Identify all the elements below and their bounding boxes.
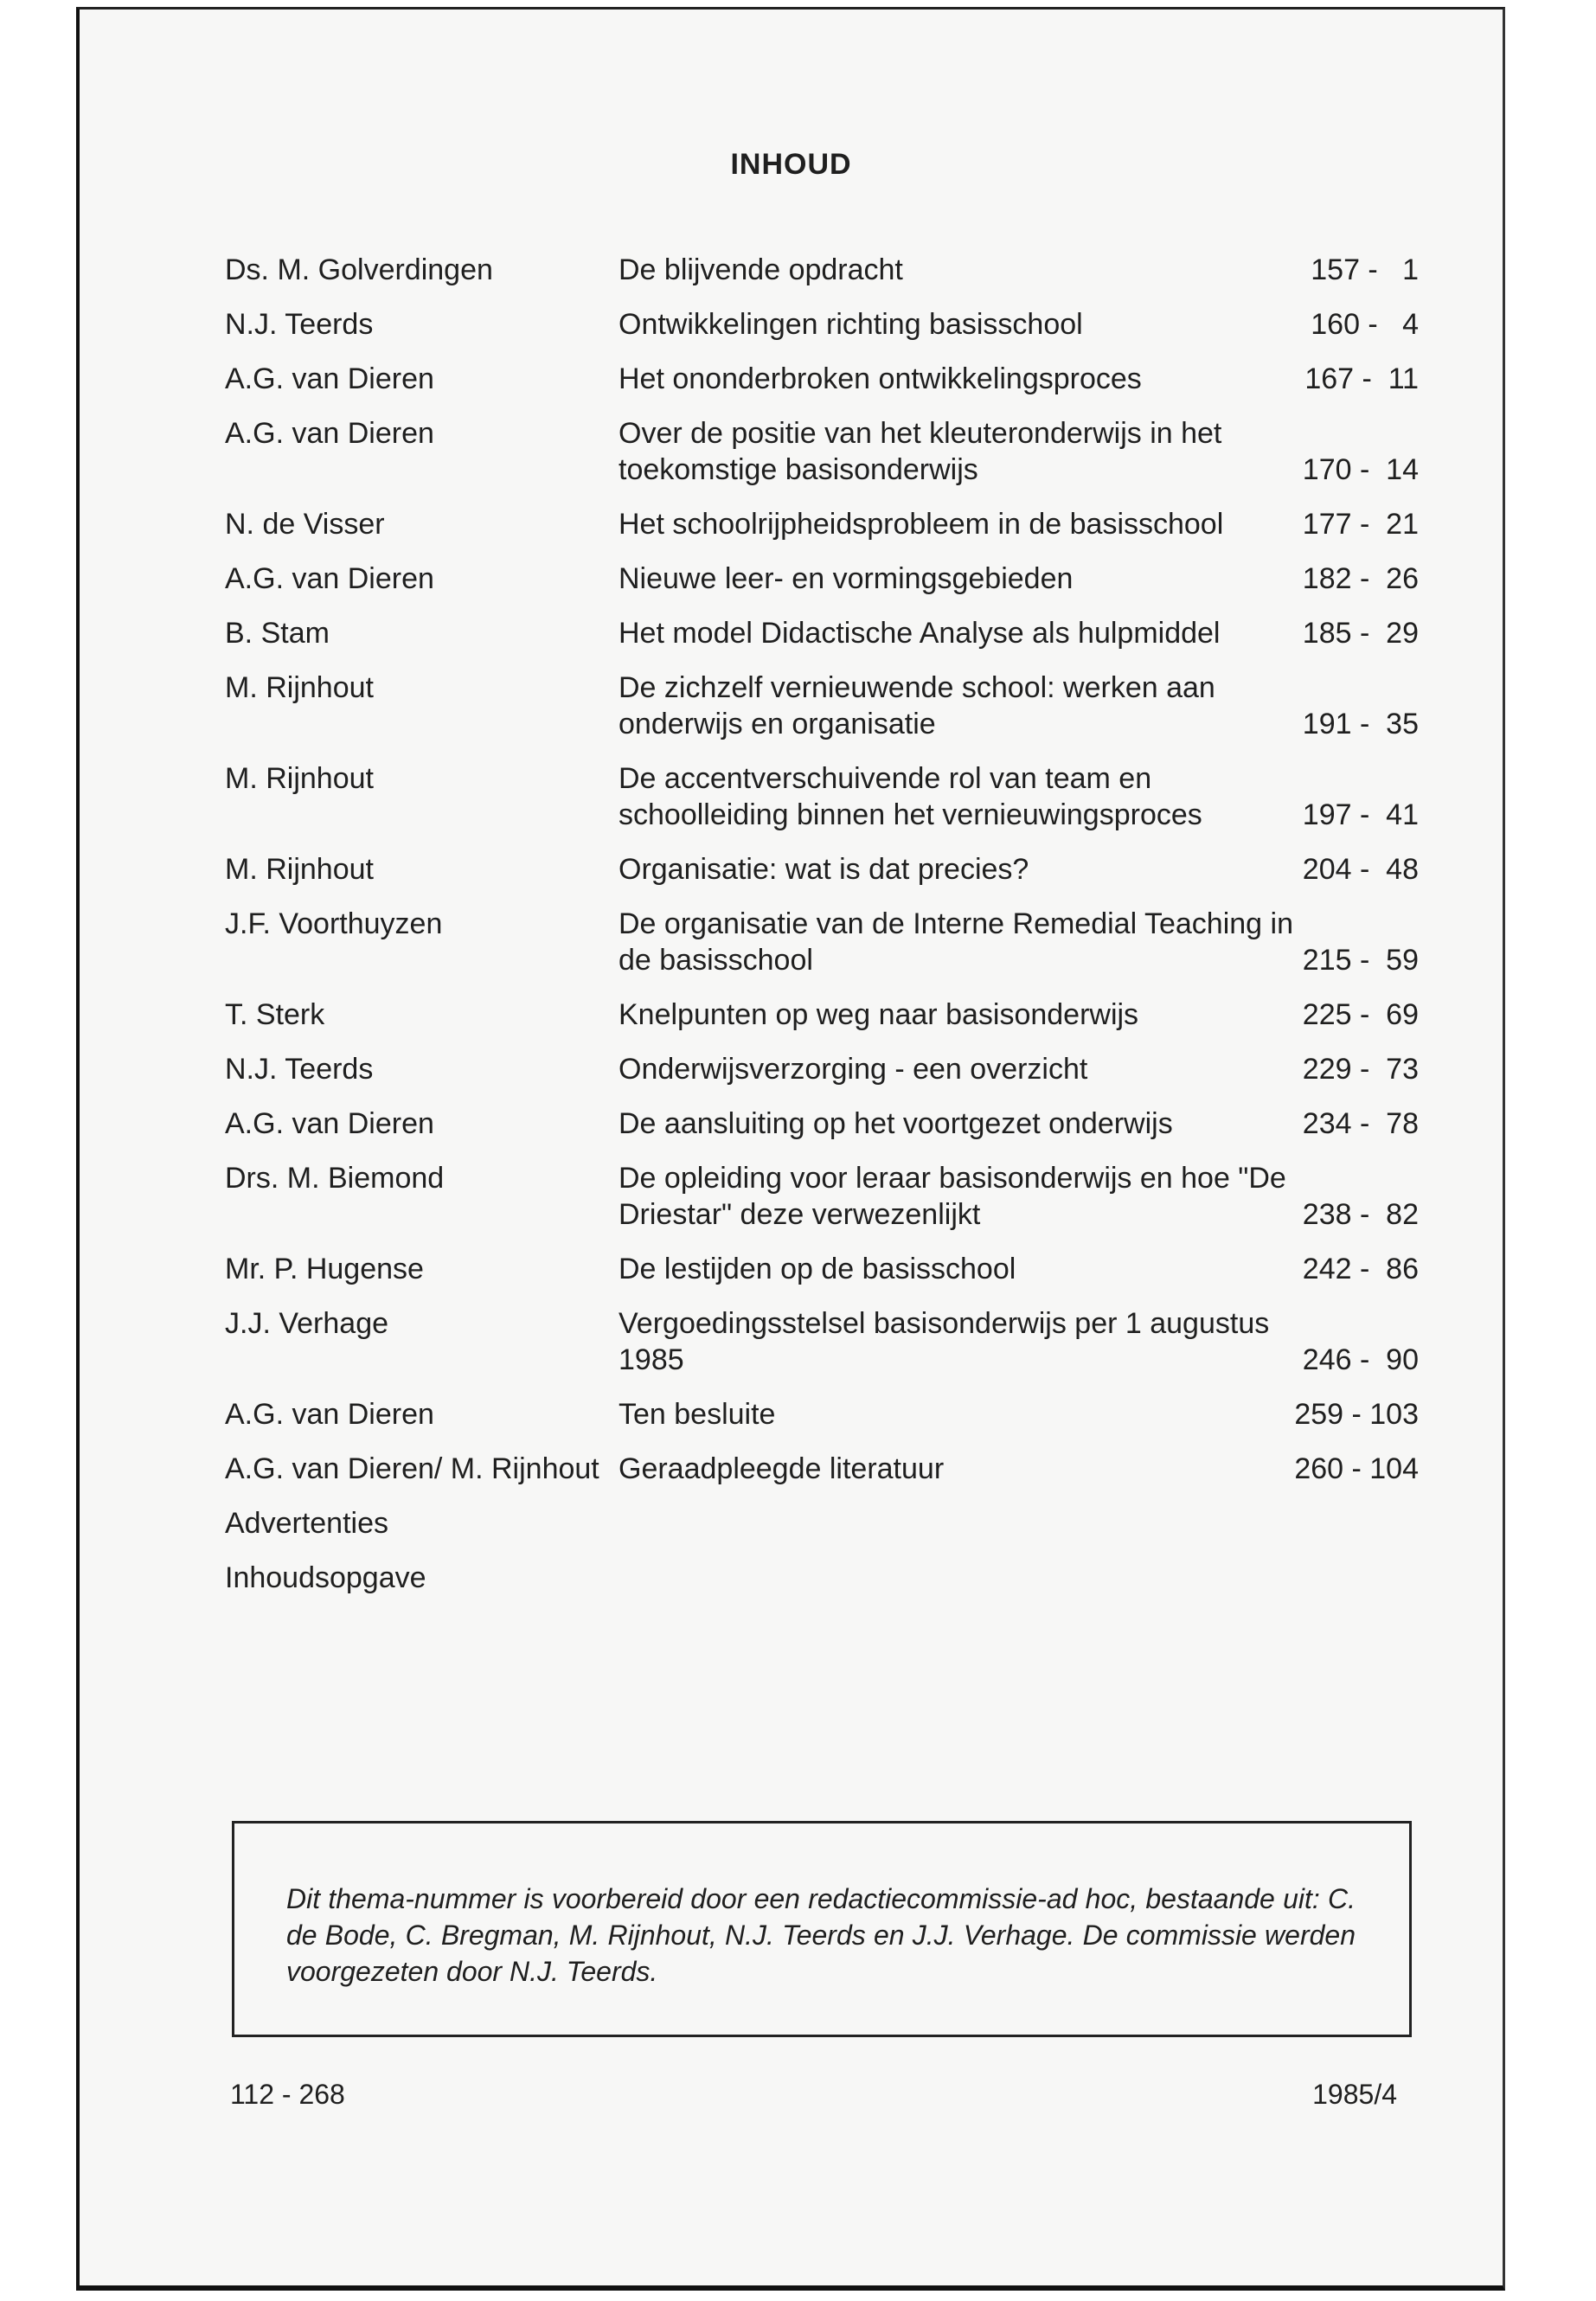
toc-author: A.G. van Dieren/ M. Rijnhout	[225, 1452, 599, 1485]
toc-pages: 167 - 11	[1304, 362, 1419, 395]
toc-title: De zichzelf vernieuwende school: werken aan onderwijs en organisatie	[619, 671, 1215, 740]
toc-author: M. Rijnhout	[225, 762, 374, 795]
toc-title: Nieuwe leer- en vormingsgebieden	[619, 562, 1074, 595]
toc-title: De opleiding voor leraar basisonderwijs en hoe "De Driestar" deze verwezenlijkt	[619, 1162, 1286, 1231]
toc-author: A.G. van Dieren	[225, 1107, 434, 1140]
toc-pages: 238 - 82	[1302, 1198, 1419, 1231]
toc-title: Over de positie van het kleuteronderwijs in het toekomstige basisonderwijs	[619, 417, 1222, 486]
toc-author: Drs. M. Biemond	[225, 1162, 445, 1195]
toc-title: Onderwijsverzorging - een overzicht	[619, 1053, 1088, 1086]
toc-title: Organisatie: wat is dat precies?	[619, 853, 1029, 886]
toc-pages: 177 - 21	[1302, 508, 1419, 541]
toc-author: J.J. Verhage	[225, 1307, 389, 1340]
toc-pages: 246 - 90	[1302, 1343, 1419, 1376]
toc-pages: 259 - 103	[1294, 1398, 1419, 1431]
toc-author: Ds. M. Golverdingen	[225, 253, 493, 286]
toc-pages: 185 - 29	[1302, 617, 1419, 650]
toc-entry	[225, 1051, 1419, 1087]
page-title: INHOUD	[730, 148, 852, 181]
toc-entry	[225, 760, 1419, 833]
toc-entry	[225, 615, 1419, 651]
toc-author: J.F. Voorthuyzen	[225, 907, 443, 940]
toc-pages: 197 - 41	[1302, 798, 1419, 831]
toc-pages: 170 - 14	[1302, 453, 1419, 486]
toc-entry	[225, 1160, 1419, 1233]
toc-entry	[225, 506, 1419, 542]
toc-author: A.G. van Dieren	[225, 562, 434, 595]
toc-title: De organisatie van de Interne Remedial Teaching in de basisschool	[619, 907, 1293, 977]
toc-title: Geraadpleegde literatuur	[619, 1452, 945, 1485]
toc-author: N. de Visser	[225, 508, 385, 541]
toc-title: Ontwikkelingen richting basisschool	[619, 308, 1083, 341]
toc-title: Ten besluite	[619, 1398, 776, 1431]
toc-pages: 182 - 26	[1302, 562, 1419, 595]
toc-entry	[225, 1305, 1419, 1378]
toc-entry	[225, 306, 1419, 343]
extra-advertenties: Advertenties	[225, 1507, 388, 1540]
toc-entry	[225, 361, 1419, 397]
toc-pages: 242 - 86	[1302, 1253, 1419, 1285]
toc-title: De accentverschuivende rol van team en schoolleiding binnen het vernieuwingsproces	[619, 762, 1202, 831]
toc-author: T. Sterk	[225, 998, 325, 1031]
toc-entries	[225, 252, 1419, 1487]
toc-entry	[225, 906, 1419, 978]
toc-pages: 225 - 69	[1302, 998, 1419, 1031]
toc-pages: 234 - 78	[1302, 1107, 1419, 1140]
table-of-contents	[225, 252, 1419, 1614]
toc-pages: 191 - 35	[1302, 708, 1419, 740]
toc-title: Het ononderbroken ontwikkelingsproces	[619, 362, 1142, 395]
toc-title: Vergoedingsstelsel basisonderwijs per 1 augustus 1985	[619, 1307, 1270, 1376]
editorial-note: Dit thema-nummer is voorbereid door een redactiecommissie-ad hoc, bestaande uit: C. de Bode, C. Bregman, M. Rijnhout, N.J. Teerds en J.J. Verhage. De commissie werden voorgezeten door N.J. Teerds.	[232, 1821, 1412, 2037]
toc-title: Het schoolrijpheidsprobleem in de basisschool	[619, 508, 1224, 541]
toc-title: De blijvende opdracht	[619, 253, 903, 286]
toc-entry	[225, 1251, 1419, 1287]
toc-author: A.G. van Dieren	[225, 417, 434, 450]
toc-entry	[225, 415, 1419, 488]
toc-author: A.G. van Dieren	[225, 362, 434, 395]
toc-author: A.G. van Dieren	[225, 1398, 434, 1431]
toc-pages: 229 - 73	[1302, 1053, 1419, 1086]
toc-entry	[225, 561, 1419, 597]
footer-issue: 1985/4	[1312, 2079, 1397, 2110]
toc-title: De lestijden op de basisschool	[619, 1253, 1016, 1285]
toc-entry	[225, 851, 1419, 888]
toc-entry	[225, 997, 1419, 1033]
toc-entry	[225, 1396, 1419, 1433]
toc-entry	[225, 252, 1419, 288]
toc-title: Knelpunten op weg naar basisonderwijs	[619, 998, 1139, 1031]
toc-pages: 215 - 59	[1302, 944, 1419, 977]
toc-author: M. Rijnhout	[225, 671, 374, 704]
extra-inhoudsopgave: Inhoudsopgave	[225, 1561, 426, 1594]
toc-title: Het model Didactische Analyse als hulpmiddel	[619, 617, 1221, 650]
toc-author: M. Rijnhout	[225, 853, 374, 886]
toc-pages: 157 - 1	[1311, 253, 1419, 286]
toc-author: Mr. P. Hugense	[225, 1253, 424, 1285]
footer-page-range: 112 - 268	[230, 2079, 345, 2110]
toc-entry	[225, 1106, 1419, 1142]
toc-entry	[225, 1451, 1419, 1487]
toc-author: B. Stam	[225, 617, 330, 650]
toc-author: N.J. Teerds	[225, 1053, 374, 1086]
document-page	[76, 7, 1505, 2291]
toc-pages: 260 - 104	[1294, 1452, 1419, 1485]
toc-author: N.J. Teerds	[225, 308, 374, 341]
toc-entry	[225, 670, 1419, 742]
toc-pages: 160 - 4	[1311, 308, 1419, 341]
toc-title: De aansluiting op het voortgezet onderwijs	[619, 1107, 1173, 1140]
toc-pages: 204 - 48	[1302, 853, 1419, 886]
